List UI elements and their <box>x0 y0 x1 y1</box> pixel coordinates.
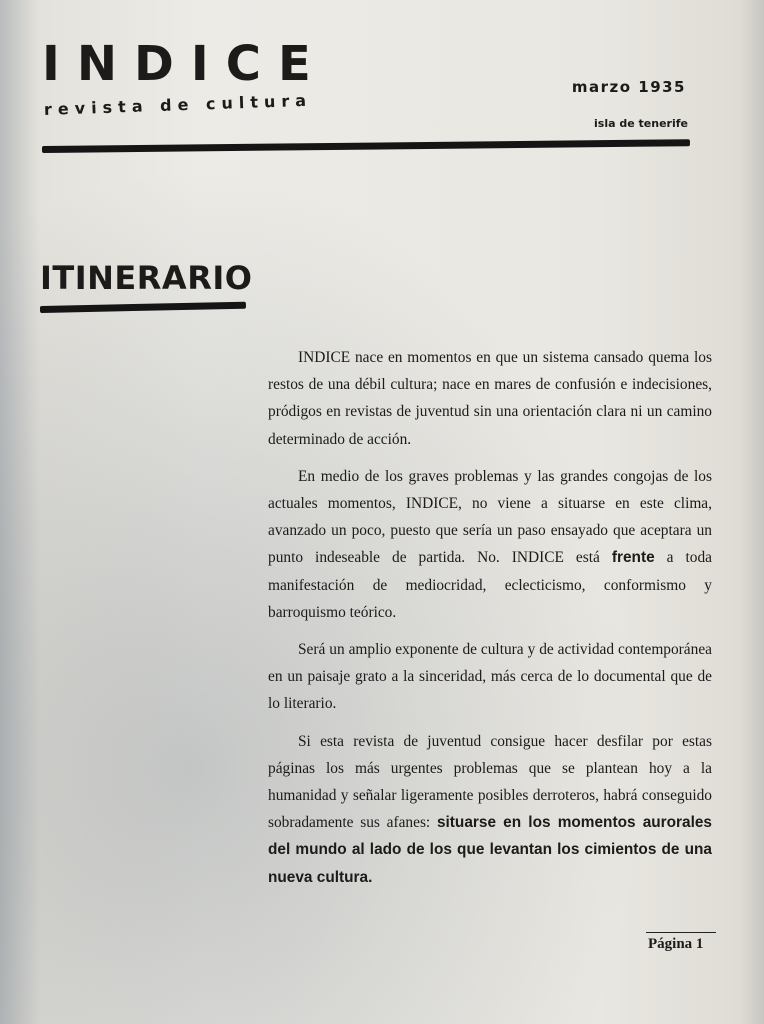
section-title-underline <box>40 302 246 313</box>
magazine-subtitle: revista de cultura <box>43 90 313 119</box>
masthead-rule <box>42 139 690 153</box>
issue-place: isla de tenerife <box>594 117 688 130</box>
issue-date: marzo 1935 <box>571 78 686 96</box>
paragraph-3-text: Será un amplio exponente de cultura y de actividad contemporánea en un paisaje grato a la sinceridad, más cerca de lo documental que de lo literario. <box>268 641 712 713</box>
paragraph-3 <box>268 636 712 718</box>
section-title: ITINERARIO <box>40 259 253 297</box>
page-number-rule <box>646 932 716 933</box>
paragraph-4 <box>268 728 712 891</box>
paragraph-4-bold: situarse en los momentos aurorales del mundo al lado de los que levantan los cimientos de una nueva cultura. <box>268 814 712 886</box>
magazine-title: INDICE <box>42 36 328 92</box>
paragraph-4-text: Si esta revista de juventud consigue hacer desfilar por estas páginas los más urgentes problemas que se plantean hoy a la humanidad y señalar ligeramente posibles derroteros, habrá conseguido sobradamente sus afanes: <box>268 732 712 832</box>
paragraph-2-end: a toda manifestación de mediocridad, eclecticismo, conformismo y barroquismo teórico. <box>268 549 712 621</box>
paragraph-1 <box>268 344 712 453</box>
page-number: Página 1 <box>648 936 704 952</box>
article-body <box>268 344 712 901</box>
paragraph-2-bold: frente <box>611 549 655 567</box>
paragraph-1-text: INDICE nace en momentos en que un sistema cansado quema los restos de una débil cultura; nace en mares de confusión e indecisiones, pródigos en revistas de juventud sin una orientación clara ni un camino determinado de acción. <box>268 349 712 448</box>
paragraph-2-text: En medio de los graves problemas y las grandes congojas de los actuales momentos, INDICE, no viene a situarse en este clima, avanzado un poco, puesto que sería un paso ensayado que aceptara un punto indeseable de partida. No. INDICE está <box>268 467 712 567</box>
paragraph-2 <box>268 463 712 626</box>
